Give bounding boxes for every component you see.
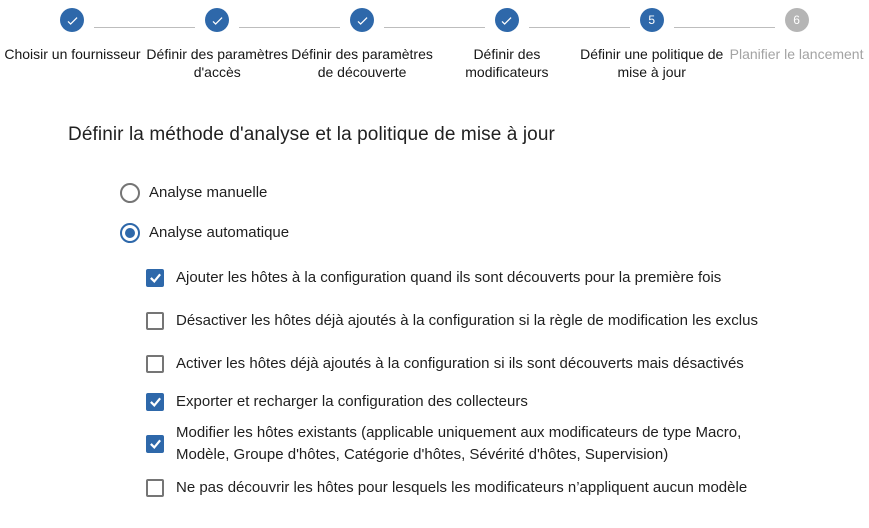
checkbox-activer-hotes[interactable] (146, 354, 869, 374)
checkbox-label: Désactiver les hôtes déjà ajoutés à la configuration si la règle de modification les exclus (176, 311, 758, 329)
checkbox-label: Exporter et recharger la configuration des collecteurs (176, 392, 528, 410)
checkbox-checked-icon (146, 393, 164, 411)
checkbox-desactiver-hotes[interactable] (146, 311, 869, 331)
step-label: Définir des paramètres d'accès (146, 46, 289, 81)
radio-unchecked-icon (120, 183, 140, 203)
wizard-stepper (0, 0, 869, 82)
step-completed-check-icon (350, 8, 374, 32)
step-label: Planifier le lancement (729, 46, 864, 62)
radio-label: Analyse automatique (149, 224, 290, 242)
radio-checked-icon (120, 223, 140, 243)
checkbox-exporter-recharger[interactable] (146, 392, 869, 412)
step-completed-check-icon (60, 8, 84, 32)
stepper-step-politique-mise-a-jour[interactable] (579, 8, 724, 82)
checkbox-label: Ne pas découvrir les hôtes pour lesquels les modificateurs n’appliquent aucun modèle (176, 478, 748, 496)
step-label: Définir des modificateurs (465, 46, 549, 81)
radio-analyse-automatique[interactable] (120, 223, 869, 243)
radio-label: Analyse manuelle (149, 184, 268, 202)
step-connector (384, 27, 485, 28)
checkbox-checked-icon (146, 269, 164, 287)
stepper-step-parametres-decouverte[interactable] (290, 8, 435, 82)
radio-analyse-manuelle[interactable] (120, 183, 869, 203)
checkbox-unchecked-icon (146, 312, 164, 330)
stepper-step-planifier-lancement[interactable] (724, 8, 869, 82)
checkbox-label: Modifier les hôtes existants (applicable uniquement aux modificateurs de type Macro, Modèle, Groupe d'hôtes, Catégorie d'hôtes, Sévérité d'hôtes, Supervision) (176, 423, 742, 463)
checkbox-ne-pas-decouvrir[interactable] (146, 478, 869, 498)
step-active-number-badge: 5 (640, 8, 664, 32)
step-completed-check-icon (205, 8, 229, 32)
step-connector (94, 27, 195, 28)
step-label: Choisir un fournisseur (4, 46, 141, 62)
checkbox-unchecked-icon (146, 479, 164, 497)
checkbox-checked-icon (146, 435, 164, 453)
step-connector (529, 27, 630, 28)
checkbox-ajouter-hotes[interactable] (146, 268, 869, 288)
step-label: Définir une politique de mise à jour (580, 46, 724, 81)
stepper-step-parametres-acces[interactable] (145, 8, 290, 82)
stepper-step-modificateurs[interactable] (434, 8, 579, 82)
analysis-method-radio-group (120, 183, 869, 243)
page-title: Définir la méthode d'analyse et la politique de mise à jour (68, 123, 555, 145)
step-label: Définir des paramètres de découverte (291, 46, 433, 81)
stepper-step-choisir-fournisseur[interactable] (0, 8, 145, 82)
update-policy-checkbox-group (146, 268, 869, 498)
checkbox-label: Ajouter les hôtes à la configuration quand ils sont découverts pour la première fois (176, 268, 722, 286)
checkbox-label: Activer les hôtes déjà ajoutés à la configuration si ils sont découverts mais désactivés (176, 354, 744, 372)
step-connector (674, 27, 775, 28)
checkbox-modifier-hotes-existants[interactable] (146, 422, 869, 466)
step-completed-check-icon (495, 8, 519, 32)
step-connector (239, 27, 340, 28)
checkbox-unchecked-icon (146, 355, 164, 373)
step-upcoming-number-badge: 6 (785, 8, 809, 32)
